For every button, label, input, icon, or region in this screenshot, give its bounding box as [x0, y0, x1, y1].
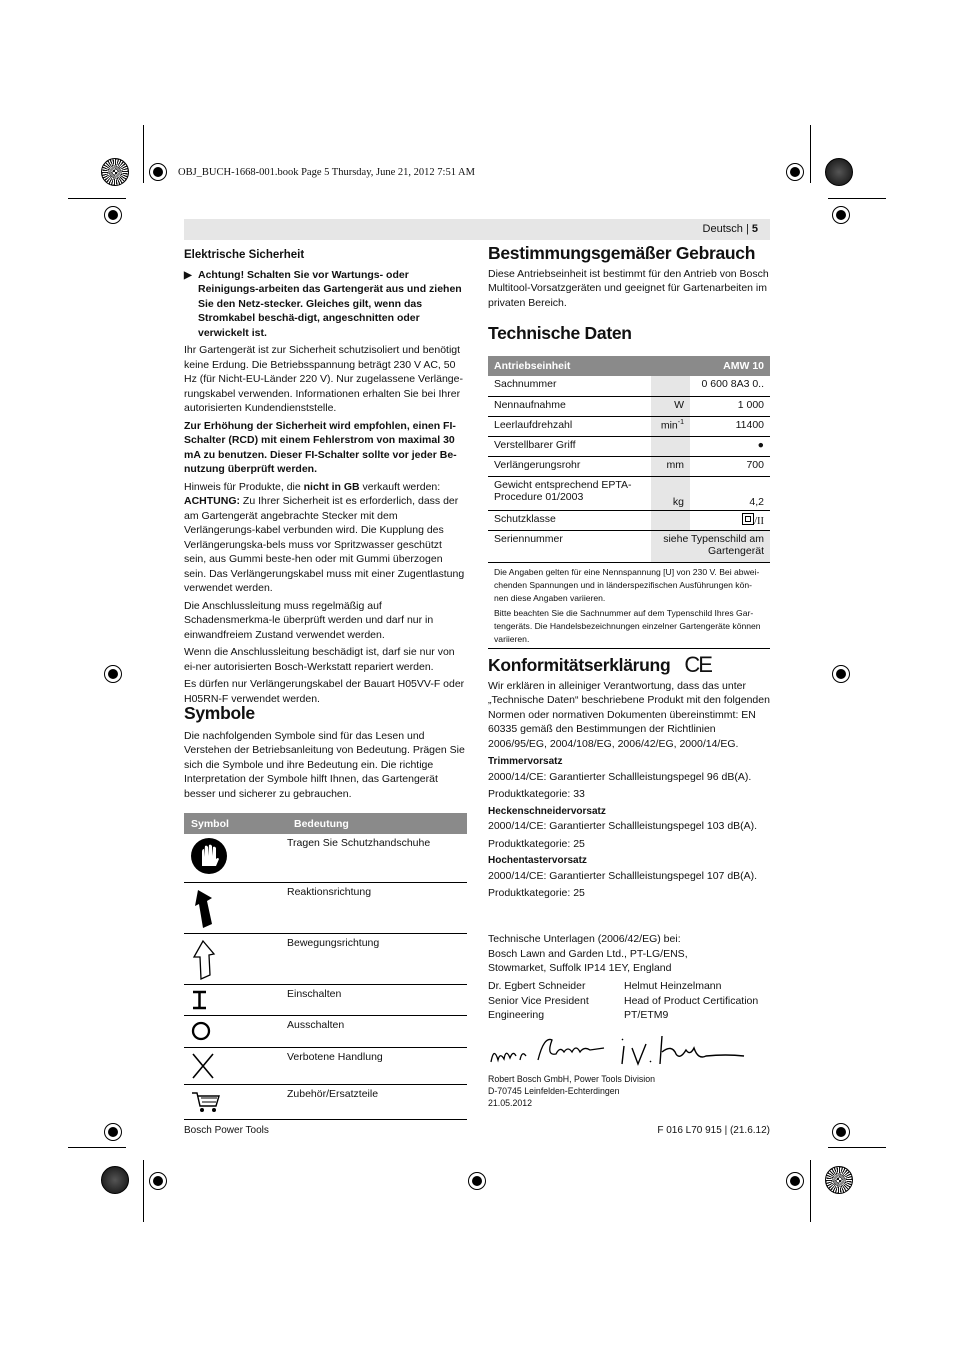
- paragraph: Wir erklären in alleiniger Verantwortung, dass das unter „Technische Daten“ beschriebene Produkt mit den folgenden Normen oder normativen Dokumenten übereinstimmt: EN 60335 gemäß den Bestimmungen der Richtlinien 2006/95/EG, 2004/108/EG, 2006/42/EG, 2000/14/EG.: [488, 679, 770, 750]
- paragraph: Wenn die Anschlussleitung beschädigt ist, darf sie nur von ei-ner autorisierten Bosch-Werkstatt repariert werden.: [184, 646, 455, 673]
- table-header: Symbol: [184, 813, 287, 834]
- paragraph: Ihr Gartengerät ist zur Sicherheit schutzisoliert und benötigt keine Erdung. Die Betriebsspannung beträgt 230 V AC, 50 Hz (für Nicht-EU-Länder 220 V). Nur zugelassene Verlänge-rungskabel verwenden. Informationen erhalten Sie bei Ihrer autorisierten Kundendienststelle.: [184, 344, 463, 414]
- movement-arrow-icon: [190, 937, 220, 981]
- paragraph: Zur Erhöhung der Sicherheit wird empfohlen, einen FI-Schalter (RCD) mit einem Fehlerstrom von maximal 30 mA zu benutzen. Dieser FI-Schalter sollte vor jeder Be-nutzung überprüft werden.: [184, 419, 457, 475]
- protection-class-icon: [742, 513, 754, 525]
- table-row: Verlängerungsrohr mm 700: [488, 456, 770, 476]
- table-row: Tragen Sie Schutzhandschuhe: [184, 834, 467, 882]
- table-header: Bedeutung: [287, 813, 467, 834]
- company-address: Robert Bosch GmbH, Power Tools Division D-70745 Leinfelden-Echterdingen 21.05.2012: [488, 1074, 656, 1108]
- table-row: Bewegungsrichtung: [184, 933, 467, 984]
- power-on-icon: [190, 988, 210, 1012]
- crop-mark: [810, 1160, 811, 1222]
- power-off-icon: [190, 1019, 212, 1043]
- color-target-icon: [825, 1166, 853, 1194]
- paragraph: Die Anschlussleitung muss regelmäßig auf Schadensmerkma-le überprüft werden und darf nur in einwandfreiem Zustand verwendet werden.: [184, 599, 434, 641]
- table-row: Ausschalten: [184, 1015, 467, 1047]
- page-header: Deutsch | 5: [184, 219, 770, 240]
- table-row: Reaktionsrichtung: [184, 882, 467, 933]
- forbidden-cross-icon: [190, 1051, 216, 1081]
- warning-bullet: ▶ Achtung! Schalten Sie vor Wartungs- oder Reinigungs-arbeiten das Gartengerät aus und ziehen Sie den Netz-stecker. Gleiches gilt, wenn das Stromkabel beschä-digt, angeschnitten oder verwickelt ist.: [184, 268, 462, 339]
- table-row: Seriennummer siehe Typenschild am Gartengerät: [488, 530, 770, 562]
- reaction-arrow-icon: [190, 886, 220, 930]
- paragraph: Die nachfolgenden Symbole sind für das Lesen und Verstehen der Betriebsanleitung von Bedeutung. Prägen Sie sich die Symbole und ihre Bedeutung ein. Die richtige Interpretation der Symbole hilft Ihnen, das Gartengerät besser und sicherer zu gebrauchen.: [184, 729, 465, 800]
- crop-mark: [828, 1147, 886, 1148]
- tech-data-table: [488, 356, 770, 649]
- table-row: Verstellbarer Griff ●: [488, 436, 770, 456]
- table-header: AMW 10: [690, 356, 770, 376]
- color-target-icon: [101, 1166, 129, 1194]
- section-title: Bestimmungsgemäßer Gebrauch: [488, 243, 756, 263]
- registration-mark: [149, 163, 167, 181]
- signatures-image: [486, 1026, 756, 1072]
- crop-mark: [828, 198, 886, 199]
- section-heading: Elektrische Sicherheit: [184, 249, 305, 261]
- print-imprint: OBJ_BUCH-1668-001.book Page 5 Thursday, June 21, 2012 7:51 AM: [178, 167, 475, 178]
- registration-mark: [149, 1172, 167, 1190]
- registration-mark: [104, 206, 122, 224]
- crop-mark: [143, 125, 144, 183]
- table-row: Sachnummer 0 600 8A3 0..: [488, 376, 770, 396]
- crop-mark: [68, 198, 126, 199]
- gloves-icon: [190, 837, 228, 875]
- table-row: Zubehör/Ersatzteile: [184, 1084, 467, 1119]
- conformity-section: Konformitätserklärung CE Wir erklären in alleiniger Verantwortung, dass das unter „Technische Daten“ beschriebene Produkt mit den folgenden Normen oder normativen Dokumenten übereinstimmt: EN 60335 gemäß den Bestimmungen der Richtlinien 2006/95/EG, 2004/108/EG, 2006/42/EG, 2000/14/EG. Trimmervorsatz 2000/14/CE: Garantierter Schallleistungspegel 96 dB(A). Produktkategorie: 33 Heckenschneidervorsatz 2000/14/CE: Garantierter Schallleistungspegel 103 dB(A). Produktkategorie: 25 Hochentastervorsatz 2000/14/CE: Garantierter Schallleistungspegel 107 dB(A). Produktkategorie: 25: [488, 652, 770, 899]
- registration-mark: [104, 1123, 122, 1141]
- header-section: Deutsch: [702, 223, 743, 235]
- registration-mark: [832, 1123, 850, 1141]
- left-column: [184, 248, 467, 709]
- tech-data-section: [488, 323, 770, 343]
- table-header: Antriebseinheit: [488, 356, 690, 376]
- shopping-cart-icon: [190, 1088, 222, 1116]
- symbols-table: [184, 813, 467, 1120]
- signer-2: Helmut Heinzelmann Head of Product Certification PT/ETM9: [624, 980, 759, 1021]
- registration-mark: [786, 163, 804, 181]
- symbols-section: [184, 703, 467, 804]
- footer-right: F 016 L70 915 | (21.6.12): [657, 1125, 770, 1136]
- tech-docs-address: Technische Unterlagen (2006/42/EG) bei: Bosch Lawn and Garden Ltd., PT-LG/ENS, Stowmarket, Suffolk IP14 1EY, England: [488, 933, 688, 974]
- registration-mark: [468, 1172, 486, 1190]
- section-title: Konformitätserklärung: [488, 655, 671, 675]
- table-row: Leerlaufdrehzahl $\min^{-1}$ 11400: [488, 416, 770, 436]
- ce-mark: CE: [684, 652, 711, 677]
- crop-mark: [810, 125, 811, 183]
- color-target-icon: [101, 158, 129, 186]
- page-number: 5: [751, 223, 758, 235]
- table-row: Einschalten: [184, 984, 467, 1015]
- color-target-icon: [825, 158, 853, 186]
- table-row: Verbotene Handlung: [184, 1047, 467, 1084]
- footer-left: Bosch Power Tools: [184, 1125, 269, 1136]
- table-row: Schutzklasse /II: [488, 510, 770, 530]
- paragraph: Hinweis für Produkte, die nicht in GB verkauft werden:: [184, 480, 441, 493]
- table-notes: Die Angaben gelten für eine Nennspannung [U] von 230 V. Bei abwei-chenden Spannungen und in länderspezifischen Ausführungen kön-nen diese Angaben variieren. Bitte beachten Sie die Sachnummer auf dem Typenschild Ihres Gar-tengeräts. Die Handelsbezeichnungen einzelner Gartengeräte können variieren.: [488, 563, 770, 649]
- paragraph: Es dürfen nur Verlängerungskabel der Bauart H05VV-F oder H05RN-F verwendet werden.: [184, 678, 465, 705]
- paragraph: Diese Antriebseinheit ist bestimmt für den Antrieb von Bosch Multitool-Vorsatzgeräten und geeignet für Gartenarbeiten im privaten Bereich.: [488, 267, 769, 309]
- section-title: Technische Daten: [488, 323, 632, 343]
- registration-mark: [832, 206, 850, 224]
- paragraph: ACHTUNG: Zu Ihrer Sicherheit ist es erforderlich, dass der am Gartengerät angebrachte Stecker mit dem Verlängerungs-kabel verbunden wird. Die Kupplung des Verlängerungska-bels muss vor Spritzwasser geschützt sein, aus Gummi beste-hen oder mit Gummi überzogen sein. Das Verlängerungskabel muss mit einer Zugentlastung verwendet werden.: [184, 495, 465, 594]
- crop-mark: [68, 1147, 126, 1148]
- registration-mark: [786, 1172, 804, 1190]
- registration-mark: [832, 665, 850, 683]
- signer-1: Dr. Egbert Schneider Senior Vice President Engineering: [488, 980, 589, 1021]
- table-row: Gewicht entsprechend EPTA-Procedure 01/2003 kg 4,2: [488, 476, 770, 510]
- registration-mark: [104, 665, 122, 683]
- table-row: Nennaufnahme W 1 000: [488, 396, 770, 416]
- intended-use-section: [488, 243, 770, 313]
- section-title: Symbole: [184, 703, 255, 723]
- crop-mark: [143, 1160, 144, 1222]
